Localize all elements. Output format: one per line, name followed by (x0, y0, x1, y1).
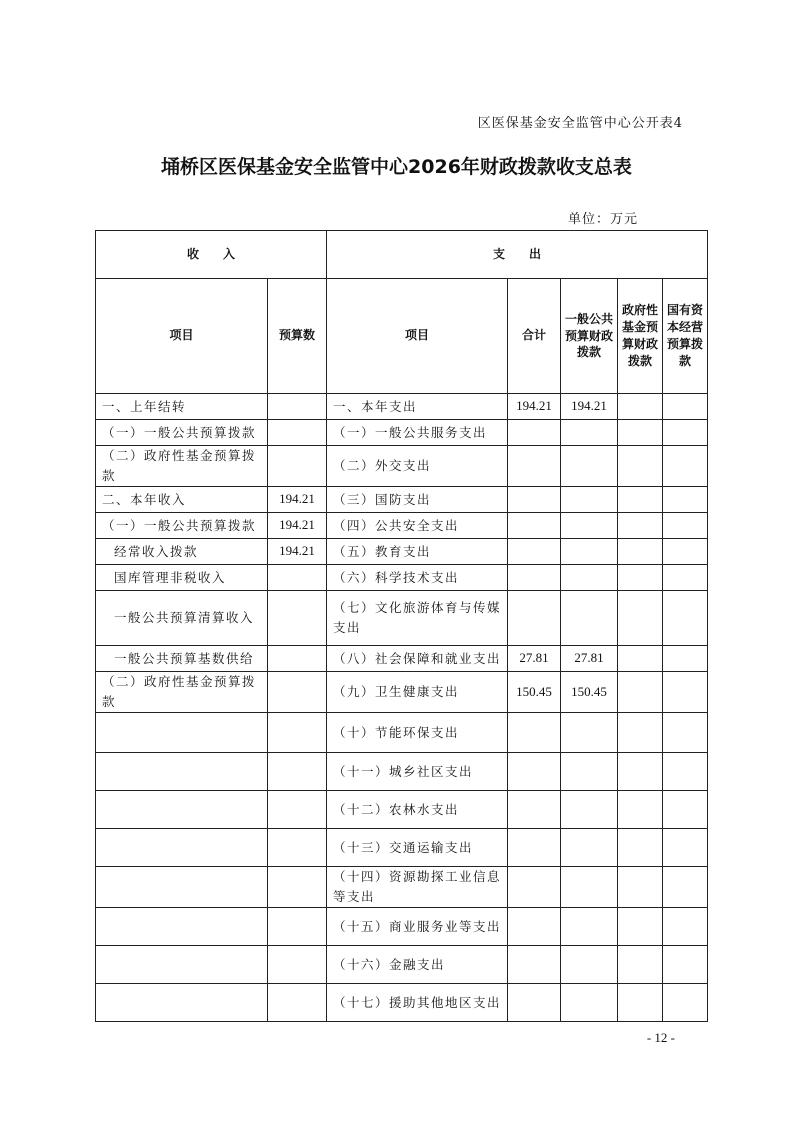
gov-fund-cell (618, 646, 663, 672)
income-item-cell (96, 908, 268, 946)
gov-fund-cell (618, 394, 663, 420)
general-budget-cell: 27.81 (561, 646, 618, 672)
gov-fund-cell (618, 591, 663, 646)
state-capital-cell (663, 713, 708, 753)
expense-item-cell: （十七）援助其他地区支出 (327, 984, 508, 1022)
general-budget-cell (561, 791, 618, 829)
expense-total-cell (508, 753, 561, 791)
expense-header: 支 出 (327, 231, 708, 279)
expense-item-cell: （八）社会保障和就业支出 (327, 646, 508, 672)
expense-total-cell: 27.81 (508, 646, 561, 672)
expense-item-cell: （三）国防支出 (327, 487, 508, 513)
expense-item-cell: （十六）金融支出 (327, 946, 508, 984)
income-item-cell (96, 791, 268, 829)
income-item-cell: 一般公共预算清算收入 (96, 591, 268, 646)
general-budget-header: 一般公共预算财政拨款 (561, 279, 618, 394)
general-budget-cell (561, 867, 618, 908)
state-capital-cell (663, 908, 708, 946)
expense-total-cell (508, 946, 561, 984)
state-capital-cell (663, 646, 708, 672)
gov-fund-cell (618, 791, 663, 829)
expense-item-header: 项目 (327, 279, 508, 394)
income-item-cell: 一、上年结转 (96, 394, 268, 420)
income-budget-cell (268, 791, 327, 829)
income-budget-header: 预算数 (268, 279, 327, 394)
income-budget-cell (268, 829, 327, 867)
general-budget-cell: 150.45 (561, 672, 618, 713)
gov-fund-cell (618, 753, 663, 791)
income-item-cell: 国库管理非税收入 (96, 565, 268, 591)
expense-total-cell (508, 420, 561, 446)
expense-total-cell (508, 867, 561, 908)
income-budget-cell (268, 394, 327, 420)
state-capital-cell (663, 420, 708, 446)
gov-fund-cell (618, 487, 663, 513)
expense-total-cell (508, 791, 561, 829)
table-row (96, 946, 708, 984)
income-item-cell (96, 829, 268, 867)
income-item-header: 项目 (96, 279, 268, 394)
expense-item-cell: （十三）交通运输支出 (327, 829, 508, 867)
general-budget-cell (561, 753, 618, 791)
gov-fund-cell (618, 565, 663, 591)
state-capital-cell (663, 513, 708, 539)
gov-fund-cell (618, 908, 663, 946)
unit-label: 单位：万元 (567, 212, 638, 227)
income-item-cell (96, 867, 268, 908)
table-row (96, 513, 708, 539)
expense-item-cell: （五）教育支出 (327, 539, 508, 565)
state-capital-cell (663, 946, 708, 984)
expense-total-cell (508, 713, 561, 753)
expense-total-cell (508, 513, 561, 539)
total-header: 合计 (508, 279, 561, 394)
general-budget-cell (561, 487, 618, 513)
income-budget-cell: 194.21 (268, 539, 327, 565)
income-item-cell: 经常收入拨款 (96, 539, 268, 565)
expense-total-cell (508, 446, 561, 487)
income-item-cell: 一般公共预算基数供给 (96, 646, 268, 672)
table-row (96, 791, 708, 829)
income-budget-cell (268, 420, 327, 446)
income-budget-cell (268, 565, 327, 591)
income-item-cell (96, 984, 268, 1022)
table-row (96, 565, 708, 591)
expense-item-cell: （七）文化旅游体育与传媒支出 (327, 591, 508, 646)
general-budget-cell (561, 591, 618, 646)
expense-item-cell: （二）外交支出 (327, 446, 508, 487)
general-budget-cell (561, 565, 618, 591)
table-row (96, 539, 708, 565)
income-budget-cell: 194.21 (268, 513, 327, 539)
general-budget-cell (561, 829, 618, 867)
gov-fund-header: 政府性基金预算财政拨款 (618, 279, 663, 394)
state-capital-cell (663, 829, 708, 867)
expense-total-cell (508, 565, 561, 591)
expense-item-cell: 一、本年支出 (327, 394, 508, 420)
state-capital-cell (663, 565, 708, 591)
income-item-cell: （一）一般公共预算拨款 (96, 420, 268, 446)
expense-item-cell: （十二）农林水支出 (327, 791, 508, 829)
expense-item-cell: （十）节能环保支出 (327, 713, 508, 753)
document-label: 区医保基金安全监管中心公开表4 (477, 116, 683, 131)
expense-item-cell: （十五）商业服务业等支出 (327, 908, 508, 946)
expense-item-cell: （九）卫生健康支出 (327, 672, 508, 713)
state-capital-cell (663, 753, 708, 791)
expense-item-cell: （十一）城乡社区支出 (327, 753, 508, 791)
expense-total-cell (508, 984, 561, 1022)
expense-total-cell (508, 487, 561, 513)
general-budget-cell (561, 984, 618, 1022)
general-budget-cell (561, 946, 618, 984)
state-capital-cell (663, 539, 708, 565)
page-number: - 12 - (646, 1030, 675, 1045)
expense-total-cell (508, 539, 561, 565)
expense-item-cell: （一）一般公共服务支出 (327, 420, 508, 446)
table-row (96, 646, 708, 672)
table-row (96, 591, 708, 646)
general-budget-cell (561, 908, 618, 946)
state-capital-cell (663, 591, 708, 646)
income-budget-cell (268, 753, 327, 791)
expense-item-cell: （十四）资源勘探工业信息等支出 (327, 867, 508, 908)
income-budget-cell (268, 646, 327, 672)
expense-item-cell: （四）公共安全支出 (327, 513, 508, 539)
income-item-cell: 二、本年收入 (96, 487, 268, 513)
income-budget-cell (268, 591, 327, 646)
income-item-cell: （二）政府性基金预算拨款 (96, 672, 268, 713)
state-capital-cell (663, 394, 708, 420)
table-row (96, 908, 708, 946)
state-capital-cell (663, 984, 708, 1022)
income-budget-cell (268, 446, 327, 487)
state-capital-cell (663, 487, 708, 513)
state-capital-cell (663, 791, 708, 829)
general-budget-cell (561, 513, 618, 539)
income-budget-cell (268, 672, 327, 713)
gov-fund-cell (618, 867, 663, 908)
gov-fund-cell (618, 446, 663, 487)
gov-fund-cell (618, 713, 663, 753)
table-row (96, 984, 708, 1022)
income-budget-cell (268, 867, 327, 908)
state-capital-cell (663, 867, 708, 908)
general-budget-cell (561, 420, 618, 446)
table-row (96, 867, 708, 908)
income-item-cell: （一）一般公共预算拨款 (96, 513, 268, 539)
table-row (96, 753, 708, 791)
expense-total-cell (508, 829, 561, 867)
income-item-cell (96, 946, 268, 984)
general-budget-cell (561, 713, 618, 753)
income-item-cell (96, 753, 268, 791)
income-item-cell (96, 713, 268, 753)
gov-fund-cell (618, 539, 663, 565)
gov-fund-cell (618, 513, 663, 539)
budget-table (95, 230, 708, 1022)
state-capital-cell (663, 446, 708, 487)
income-budget-cell (268, 946, 327, 984)
gov-fund-cell (618, 420, 663, 446)
expense-total-cell: 194.21 (508, 394, 561, 420)
gov-fund-cell (618, 672, 663, 713)
income-budget-cell (268, 908, 327, 946)
income-item-cell: （二）政府性基金预算拨款 (96, 446, 268, 487)
income-budget-cell: 194.21 (268, 487, 327, 513)
expense-total-cell (508, 908, 561, 946)
table-row (96, 446, 708, 487)
gov-fund-cell (618, 984, 663, 1022)
general-budget-cell (561, 539, 618, 565)
state-capital-header: 国有资本经营预算拨款 (663, 279, 708, 394)
expense-total-cell: 150.45 (508, 672, 561, 713)
expense-item-cell: （六）科学技术支出 (327, 565, 508, 591)
page-title: 埇桥区医保基金安全监管中心2026年财政拨款收支总表 (161, 156, 632, 178)
income-budget-cell (268, 984, 327, 1022)
table-row (96, 829, 708, 867)
gov-fund-cell (618, 829, 663, 867)
income-header: 收 入 (96, 231, 327, 279)
expense-total-cell (508, 591, 561, 646)
table-row (96, 487, 708, 513)
state-capital-cell (663, 672, 708, 713)
table-row (96, 672, 708, 713)
income-budget-cell (268, 713, 327, 753)
general-budget-cell: 194.21 (561, 394, 618, 420)
table-row (96, 420, 708, 446)
general-budget-cell (561, 446, 618, 487)
gov-fund-cell (618, 946, 663, 984)
table-row (96, 394, 708, 420)
table-row (96, 713, 708, 753)
